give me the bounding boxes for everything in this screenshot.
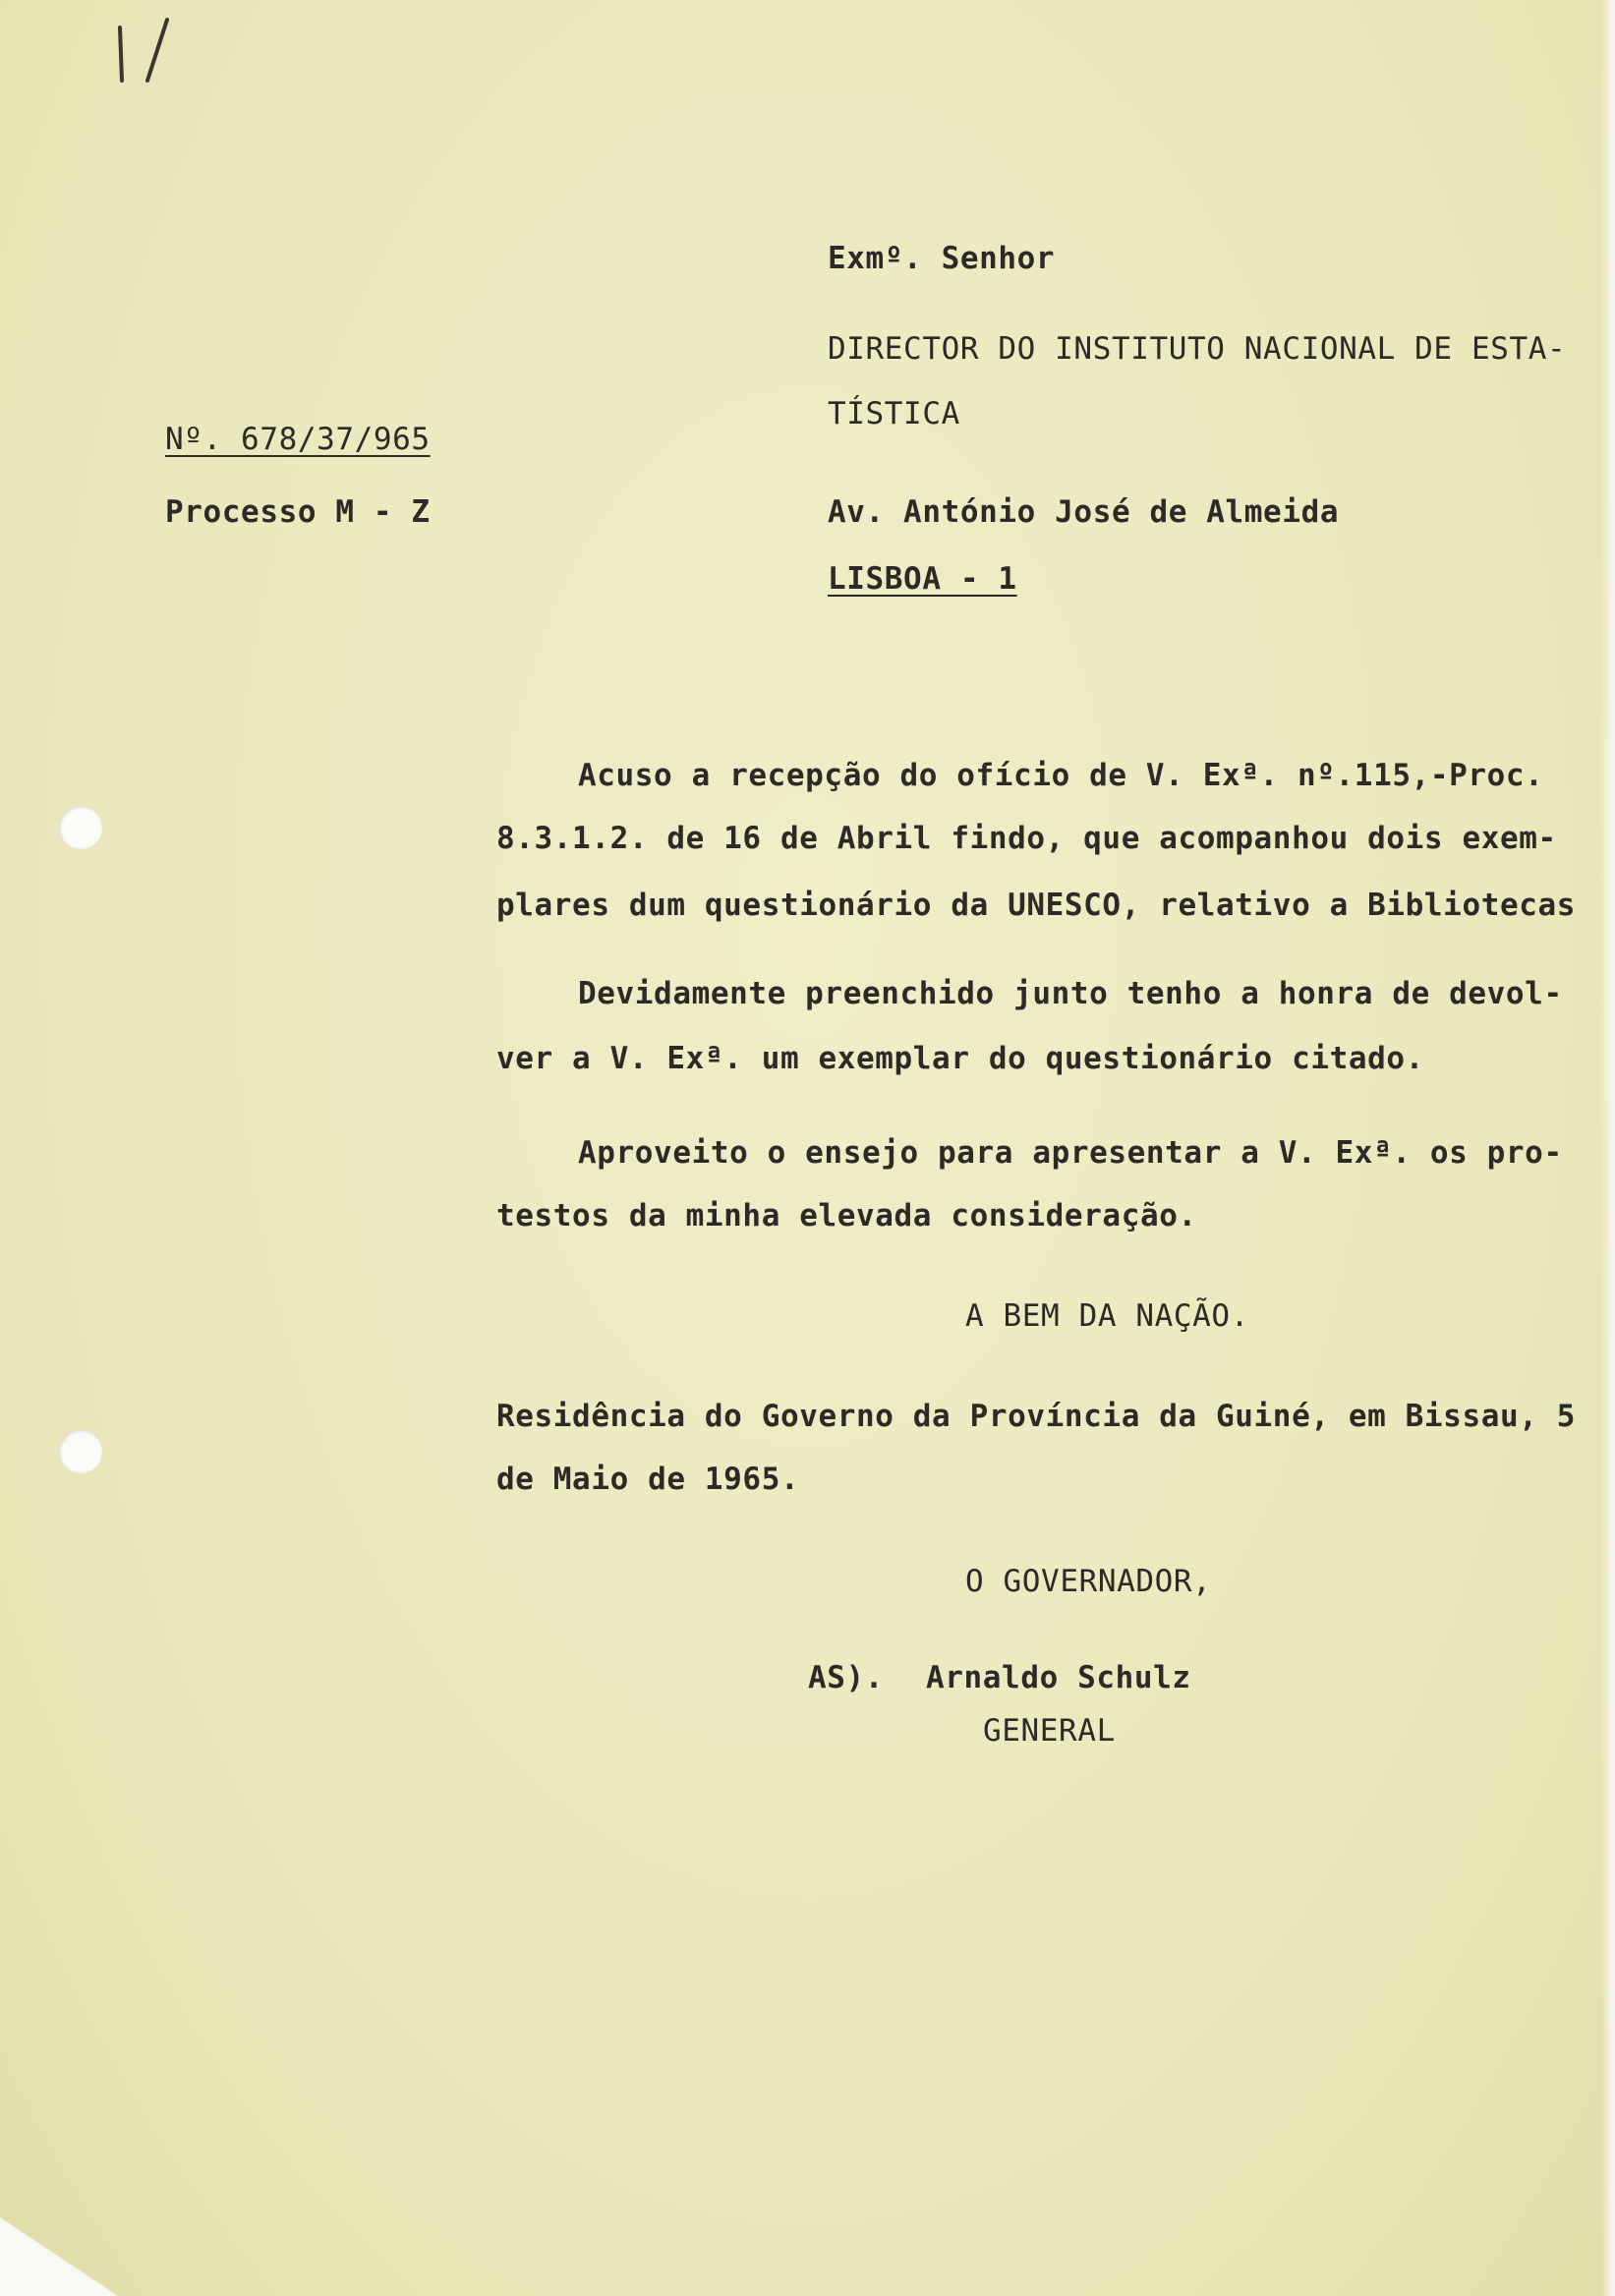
signature-name: Arnaldo Schulz [926, 1660, 1191, 1695]
punch-hole-bottom [59, 1430, 102, 1473]
signature-prefix: AS). [808, 1660, 885, 1695]
handwritten-mark [108, 10, 187, 88]
place-date-line-1: Residência do Governo da Província da Guiné, em Bissau, 5 [496, 1399, 1577, 1434]
rank: GENERAL [983, 1713, 1116, 1749]
paragraph-3-line-2: testos da minha elevada consideração. [496, 1198, 1197, 1234]
street-address: Av. António José de Almeida [828, 494, 1340, 530]
reference-number: Nº. 678/37/965 [165, 422, 431, 457]
process-code: Processo M - Z [165, 494, 431, 530]
punch-hole-top [59, 806, 102, 849]
paragraph-1-line-2: 8.3.1.2. de 16 de Abril findo, que acompanhou dois exem- [496, 821, 1557, 856]
folded-corner [0, 2217, 118, 2296]
paragraph-2-line-1: Devidamente preenchido junto tenho a honra de devol- [578, 976, 1563, 1011]
paragraph-2-line-2: ver a V. Exª. um exemplar do questionário citado. [496, 1041, 1424, 1076]
addressee-line-2: TÍSTICA [828, 396, 960, 431]
addressee-line-1: DIRECTOR DO INSTITUTO NACIONAL DE ESTA- [828, 331, 1567, 367]
place-date-line-2: de Maio de 1965. [496, 1462, 800, 1497]
paragraph-1-line-3: plares dum questionário da UNESCO, relativo a Bibliotecas [496, 888, 1577, 923]
paragraph-3-line-1: Aproveito o ensejo para apresentar a V. Exª. os pro- [578, 1135, 1563, 1171]
motto: A BEM DA NAÇÃO. [965, 1298, 1249, 1334]
page-edge [1601, 0, 1615, 2296]
governor-title: O GOVERNADOR, [965, 1564, 1212, 1599]
city: LISBOA - 1 [828, 561, 1017, 597]
paragraph-1-line-1: Acuso a recepção do ofício de V. Exª. nº.115,-Proc. [578, 758, 1544, 793]
salutation: Exmº. Senhor [828, 241, 1056, 276]
